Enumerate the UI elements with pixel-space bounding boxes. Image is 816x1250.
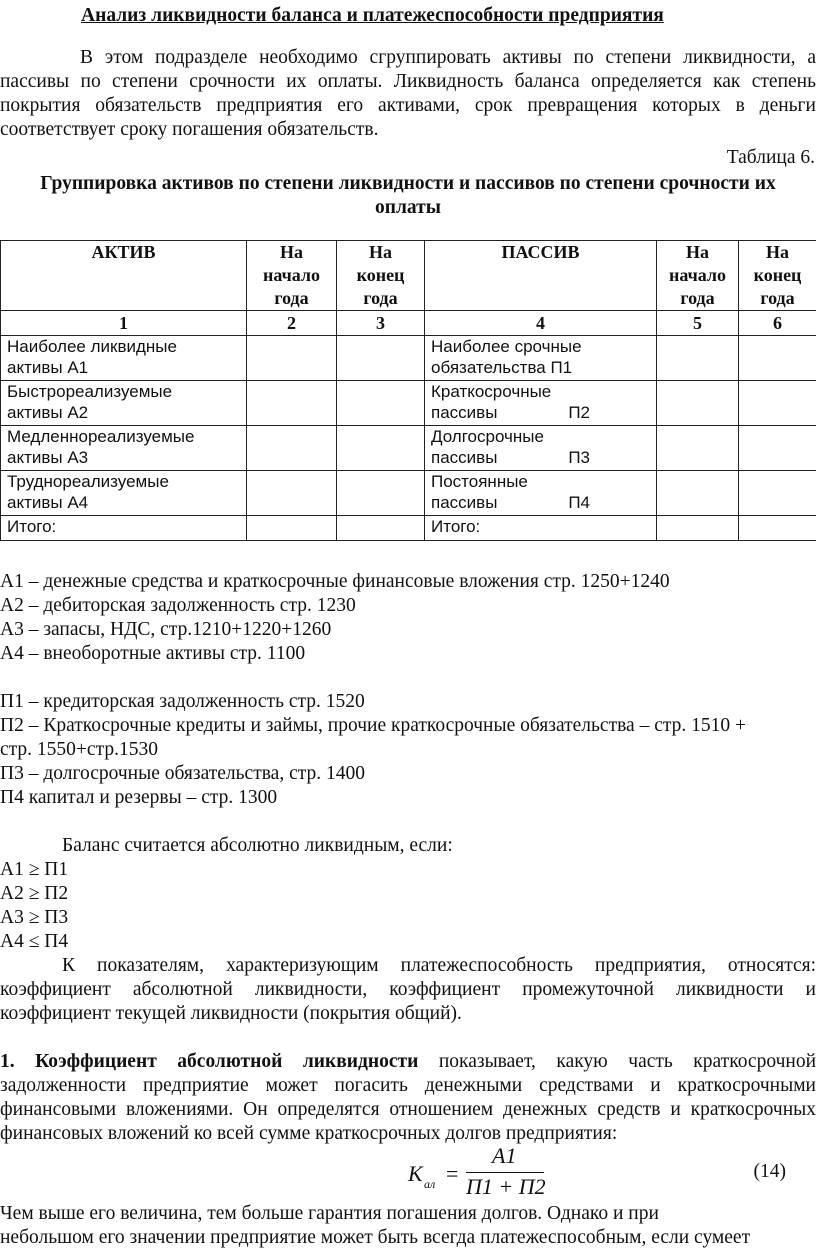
liability-line [431,447,650,468]
col-number: 2 [247,311,337,336]
liquidity-table [0,240,816,541]
formula-k: К [408,1161,423,1186]
liability-label: Долгосрочные [431,427,544,446]
value-cell [739,471,816,516]
condition-line: А3 ≥ П3 [0,907,69,928]
asset-code: активы А1 [7,358,89,377]
value-cell [739,336,816,381]
definition-line: А2 – дебиторская задолженность стр. 1230 [0,595,356,616]
table-row [1,426,816,471]
table-caption-line1: Группировка активов по степени ликвидности и пассивов по степени срочности их [40,173,776,194]
asset-cell [1,471,247,516]
intro-paragraph: В этом подразделе необходимо сгруппировать активы по степени ликвидности, а пассивы по степени срочности их оплаты. Ликвидность баланса определяется как степень покрытия обязательств предприятия его активами, срок превращения которых в деньги соответствует сроку погашения обязательств. [0,47,816,140]
col-number: 1 [1,311,247,336]
asset-code: активы А2 [7,403,89,422]
asset-label: Наиболее ликвидные [7,337,177,356]
asset-label: Быстрореализуемые [7,382,173,401]
liquidity-condition-intro: Баланс считается абсолютно ликвидным, если: [62,835,453,856]
header-liability-end: На конец года [739,241,816,311]
column-number-row [1,311,816,336]
liability-cell [425,471,657,516]
header-liability-start: На начало года [657,241,739,311]
coefficient-paragraph [0,1050,816,1146]
asset-label: Труднореализуемые [7,472,169,491]
liability-cell [425,336,657,381]
liability-code: П3 [568,448,590,467]
definition-line: А4 – внеоборотные активы стр. 1100 [0,643,306,664]
liability-label: Краткосрочные [431,382,552,401]
total-liability-label: Итого: [425,516,657,541]
table-header-row [1,241,816,311]
formula-denominator: П1 + П2 [466,1174,546,1199]
value-cell [657,516,739,541]
condition-line: А1 ≥ П1 [0,859,69,880]
condition-line: А2 ≥ П2 [0,883,69,904]
asset-cell [1,381,247,426]
value-cell [247,336,337,381]
table-label: Таблица 6. [726,147,815,168]
fraction-bar [466,1172,544,1173]
liability-label: Наиболее срочные [431,337,582,356]
definition-line: П2 – Краткосрочные кредиты и займы, прочие краткосрочные обязательства – стр. 1510 + [0,715,746,736]
coefficient-text: показывает, какую часть краткосрочной задолженности предприятие может погасить денежными средствами и краткосрочными финансовыми вложениями. Он определятся отношением денежных средств и краткосрочных финансовых вложений ко всей сумме краткосрочных долгов предприятия: [0,1051,816,1144]
value-cell [657,471,739,516]
asset-cell [1,336,247,381]
liability-line [431,492,650,513]
value-cell [657,336,739,381]
formula-equals: = [446,1161,459,1186]
liability-code: П2 [568,403,590,422]
value-cell [337,471,425,516]
value-cell [247,381,337,426]
condition-line: А4 ≤ П4 [0,931,69,952]
header-liability: ПАССИВ [425,241,657,311]
header-asset-start: На начало года [247,241,337,311]
value-cell [337,381,425,426]
liability-word: пассивы [431,403,498,422]
value-cell [739,426,816,471]
value-cell [657,381,739,426]
liability-word: пассивы [431,493,498,512]
definition-line: А3 – запасы, НДС, стр.1210+1220+1260 [0,619,332,640]
tail-line: Чем выше его величина, тем больше гарантия погашения долгов. Однако и при [0,1203,659,1224]
col-number: 3 [337,311,425,336]
definition-line: П3 – долгосрочные обязательства, стр. 1400 [0,763,366,784]
formula-subscript: ал [424,1177,436,1191]
table-row [1,336,816,381]
value-cell [337,336,425,381]
liability-line [431,402,650,423]
col-number: 6 [739,311,816,336]
table-row [1,471,816,516]
asset-code: активы А3 [7,448,89,467]
formula-numerator: А1 [492,1143,517,1168]
value-cell [337,426,425,471]
formula-14 [408,1143,548,1204]
asset-label: Медленнореализуемые [7,427,195,446]
col-number: 5 [657,311,739,336]
coefficient-heading: 1. Коэффициент абсолютной ликвидности [0,1051,419,1072]
section-title: Анализ ликвидности баланса и платежеспособности предприятия [81,5,664,26]
liability-word: пассивы [431,448,498,467]
liability-code: обязательства П1 [431,358,573,377]
header-asset-end: На конец года [337,241,425,311]
liability-cell [425,381,657,426]
value-cell [739,516,816,541]
tail-line: небольшом его значении предприятие может быть всегда платежеспособным, если сумеет [0,1227,751,1248]
value-cell [337,516,425,541]
asset-cell [1,426,247,471]
liability-cell [425,426,657,471]
equation-number: (14) [753,1161,786,1182]
definition-line: П4 капитал и резервы – стр. 1300 [0,787,278,808]
value-cell [247,426,337,471]
col-number: 4 [425,311,657,336]
indicators-paragraph: К показателям, характеризующим платежеспособность предприятия, относятся: коэффициент абсолютной ликвидности, коэффициент промежуточной ликвидности и коэффициент текущей ликвидности (покрытия общий). [0,955,816,1024]
table-row [1,381,816,426]
liability-label: Постоянные [431,472,528,491]
total-row [1,516,816,541]
value-cell [247,471,337,516]
value-cell [657,426,739,471]
asset-code: активы А4 [7,493,89,512]
table-caption-line2: оплаты [375,197,441,218]
value-cell [739,381,816,426]
definition-line: стр. 1550+стр.1530 [0,739,158,760]
value-cell [247,516,337,541]
total-asset-label: Итого: [1,516,247,541]
definition-line: П1 – кредиторская задолженность стр. 1520 [0,691,365,712]
header-asset: АКТИВ [1,241,247,311]
definition-line: А1 – денежные средства и краткосрочные финансовые вложения стр. 1250+1240 [0,571,670,592]
liability-code: П4 [568,493,590,512]
